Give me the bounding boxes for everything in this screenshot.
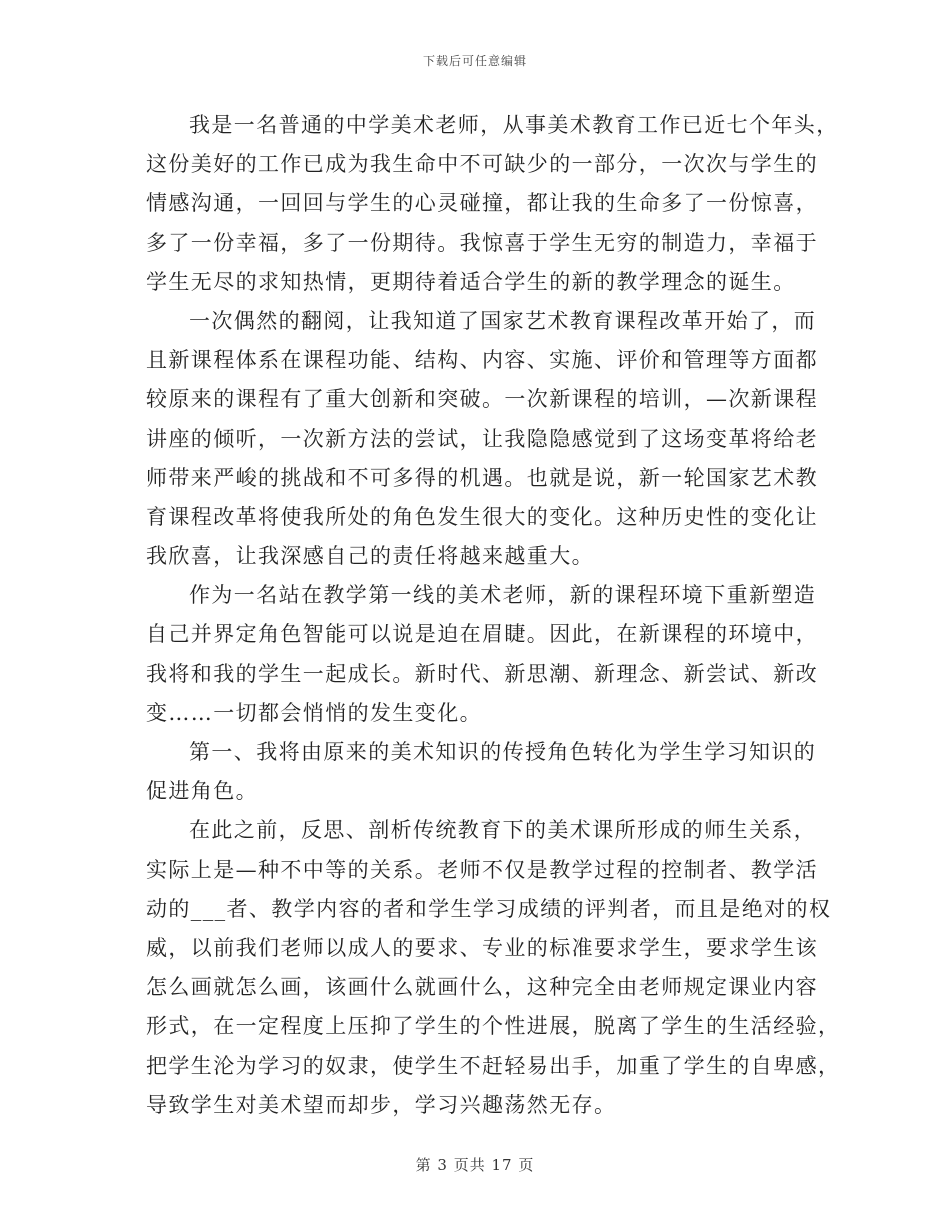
text-line: 实际上是—种不中等的关系。老师不仅是教学过程的控制者、教学活 [146,857,818,882]
text-line: 我欣喜，让我深感自己的责任将越来越重大。 [146,544,594,569]
text-line: 导致学生对美术望而却步，学习兴趣荡然无存。 [146,1092,617,1117]
text-line: 促进角色。 [146,779,258,804]
text-line: 自己并界定角色智能可以说是迫在眉睫。因此，在新课程的环境中， [146,622,818,647]
text-line: 情感沟通，一回回与学生的心灵碰撞，都让我的生命多了一份惊喜， [146,191,818,216]
text-line: 变……一切都会悄悄的发生变化。 [146,700,482,725]
text-line: 我将和我的学生一起成长。新时代、新思潮、新理念、新尝试、新改 [146,661,818,686]
text-line: 威，以前我们老师以成人的要求、专业的标准要求学生，要求学生该 [146,935,818,960]
text-line: 把学生沦为学习的奴隶，使学生不赶轻易出手，加重了学生的自卑感， [146,1053,841,1078]
text-line: 怎么画就怎么画，该画什么就画什么，这种完全由老师规定课业内容 [146,975,818,1000]
text-line: 一次偶然的翻阅，让我知道了国家艺术教育课程改革开始了，而 [189,308,817,333]
text-line: 这份美好的工作已成为我生命中不可缺少的一部分，一次次与学生的 [146,152,818,177]
text-line: 第一、我将由原来的美术知识的传授角色转化为学生学习知识的 [189,740,817,764]
text-line: 多了一份幸福，多了一份期待。我惊喜于学生无穷的制造力，幸福于 [146,230,818,255]
page-header: 下载后可任意编辑 [422,54,527,68]
text-line: 我是一名普通的中学美术老师，从事美术教育工作已近七个年头， [189,113,839,137]
text-line: 作为一名站在教学第一线的美术老师，新的课程环境下重新塑造 [189,583,817,608]
text-line: 在此之前，反思、剖析传统教育下的美术课所形成的师生关系， [189,818,817,843]
page-number: 第 3 页共 17 页 [415,1156,535,1174]
text-line: 且新课程体系在课程功能、结构、内容、实施、评价和管理等方面都 [146,348,818,373]
text-line: 学生无尽的求知热情，更期待着适合学生的新的教学理念的诞生。 [146,269,796,294]
text-line: 动的___者、教学内容的者和学生学习成绩的评判者，而且是绝对的权 [146,896,832,921]
text-line: 师带来严峻的挑战和不可多得的机遇。也就是说，新一轮国家艺术教 [146,465,818,490]
text-line: 形式，在一定程度上压抑了学生的个性进展，脱离了学生的生活经验， [146,1014,841,1039]
text-line: 育课程改革将使我所处的角色发生很大的变化。这种历史性的变化让 [146,504,818,529]
text-line: 讲座的倾听，一次新方法的尝试，让我隐隐感觉到了这场变革将给老 [146,426,818,451]
text-line: 较原来的课程有了重大创新和突破。一次新课程的培训，—次新课程 [146,387,818,412]
document-body [146,106,841,1125]
